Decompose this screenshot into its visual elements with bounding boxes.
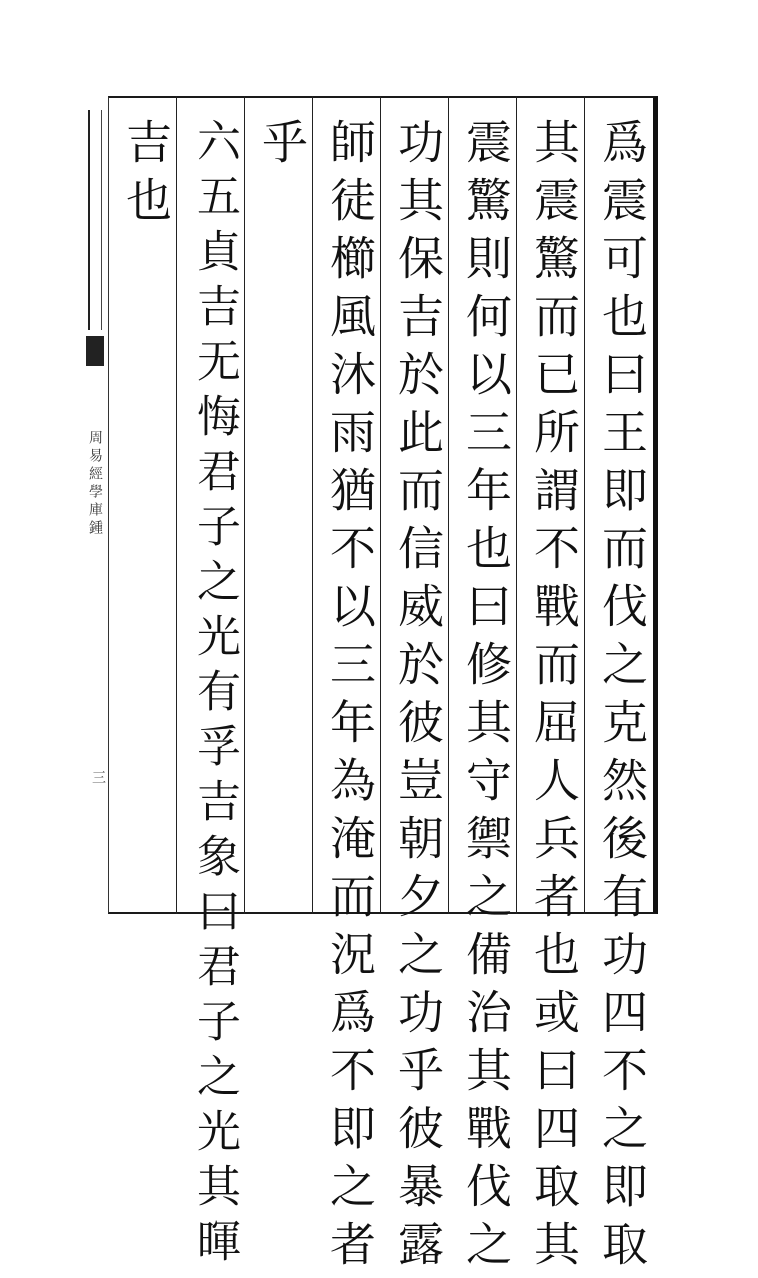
column-rule [244, 96, 245, 914]
margin-block-mark [86, 336, 104, 366]
text-column-3: 震驚則何以三年也曰修其守禦之備治其戰伐之 [459, 118, 513, 1278]
text-column-2: 其震驚而已所謂不戰而屈人兵者也或曰四取其 [527, 118, 581, 1278]
column-rule [380, 96, 381, 914]
column-rule [176, 96, 177, 914]
column-rule [516, 96, 517, 914]
column-rule [448, 96, 449, 914]
column-rule [584, 96, 585, 914]
text-column-6: 乎 [255, 118, 309, 176]
margin-page-number: 三 [90, 770, 106, 784]
text-column-1: 爲震可也曰王即而伐之克然後有功四不之即取 [595, 118, 649, 1278]
text-column-8: 吉也 [119, 118, 173, 234]
text-column-5: 師徒櫛風沐雨猶不以三年為淹而況爲不即之者 [323, 118, 377, 1278]
margin-title: 周易經學庫鍾 [87, 430, 103, 538]
margin-fishtail-mark [88, 110, 102, 330]
text-column-4: 功其保吉於此而信威於彼豈朝夕之功乎彼暴露 [391, 118, 445, 1278]
column-rule [312, 96, 313, 914]
text-column-7: 六五貞吉无悔君子之光有孚吉象曰君子之光其暉 [189, 118, 240, 1273]
